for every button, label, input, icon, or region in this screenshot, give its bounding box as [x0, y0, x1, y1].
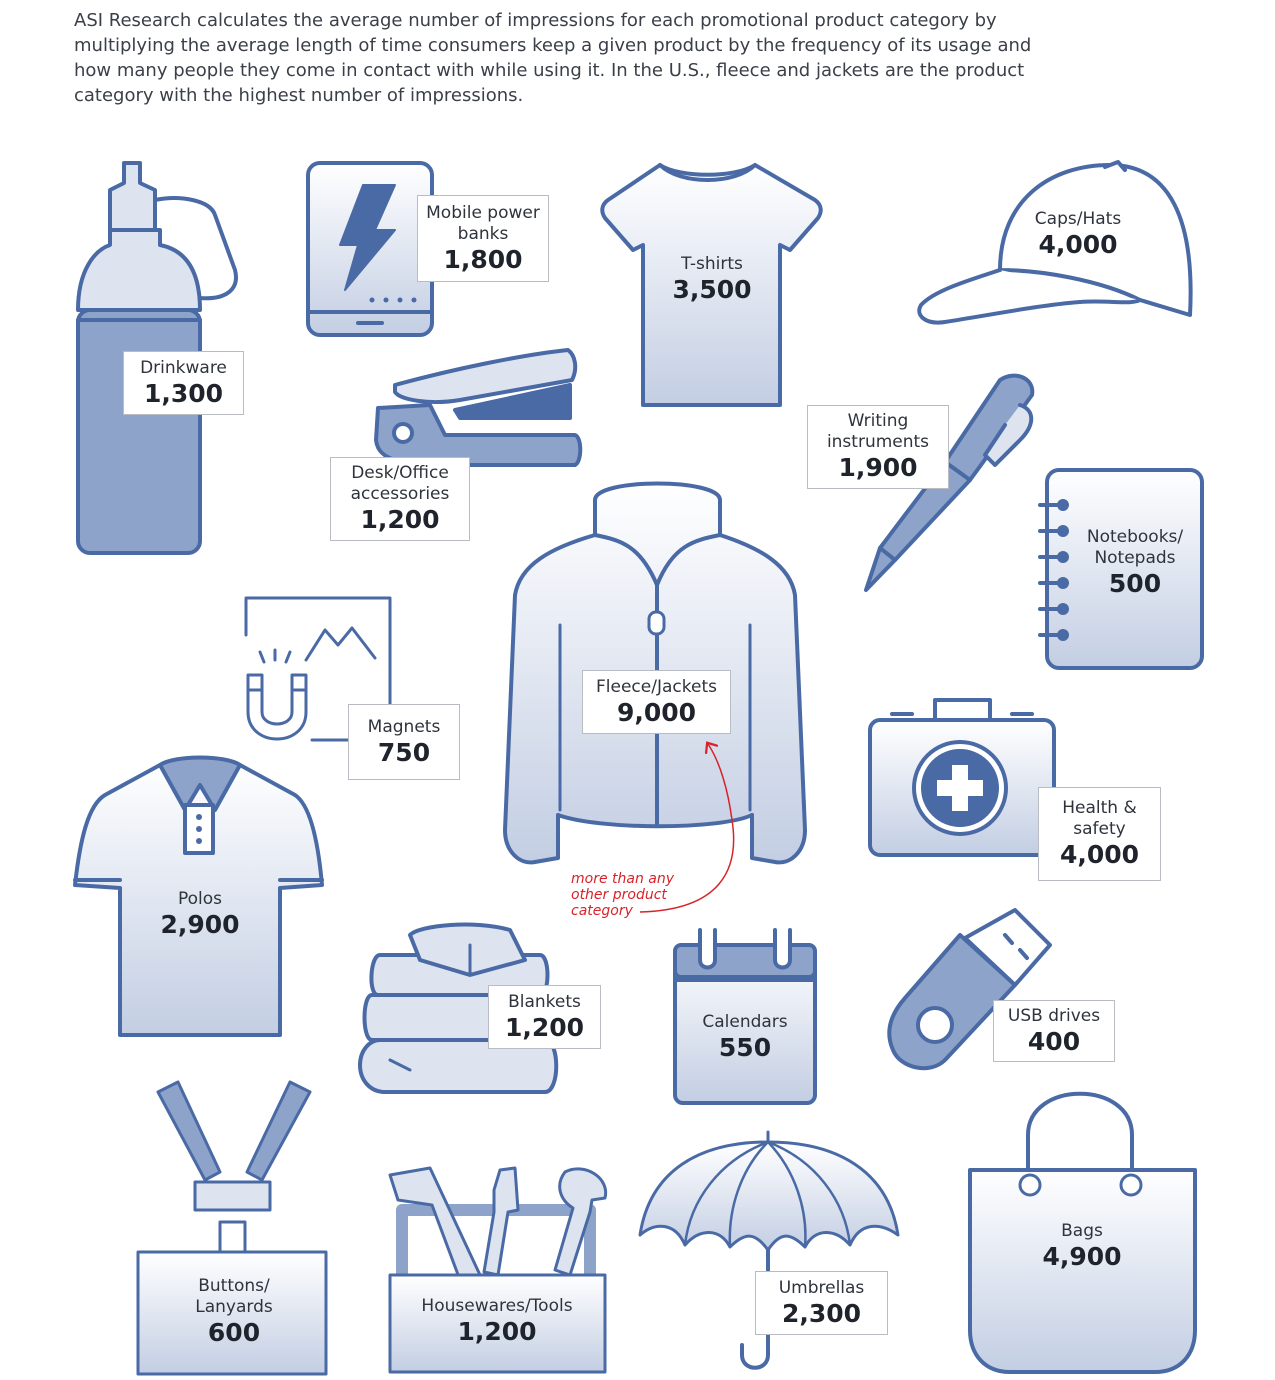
- label-health-safety: [1038, 787, 1161, 881]
- category-name: Notebooks/ Notepads: [1086, 527, 1184, 568]
- impressions-value: 400: [1027, 1026, 1081, 1056]
- impressions-value: 550: [718, 1032, 772, 1062]
- category-name: Caps/Hats: [1034, 208, 1122, 229]
- category-name: Buttons/ Lanyards: [195, 1276, 273, 1317]
- impressions-value: 1,200: [360, 505, 440, 534]
- label-power-banks: [417, 195, 549, 282]
- label-caps: [1018, 205, 1138, 263]
- label-buttons-lanyards: [164, 1272, 304, 1352]
- label-housewares-tools: [407, 1292, 587, 1350]
- impressions-value: 9,000: [616, 697, 697, 727]
- label-drinkware: [123, 351, 244, 415]
- category-name: Health & safety: [1062, 798, 1137, 839]
- intro-paragraph: ASI Research calculates the average number of impressions for each promotional product category by multiplying the average length of time consumers keep a given product by the frequency of its usage and how many people they come in contact with while using it. In the U.S., fleece and jackets are the product category with the highest number of impressions.: [74, 10, 1032, 106]
- impressions-value: 4,900: [1042, 1241, 1122, 1271]
- power-bank-icon: [308, 163, 432, 335]
- category-name: Polos: [177, 888, 223, 909]
- impressions-value: 1,800: [443, 244, 523, 274]
- impressions-value: 1,200: [504, 1012, 585, 1042]
- label-notebooks: [1070, 523, 1200, 603]
- impressions-value: 1,300: [143, 378, 224, 408]
- category-name: Mobile power banks: [426, 202, 540, 244]
- label-magnets: [348, 704, 460, 780]
- fleece-annotation: more than any other product category: [571, 871, 675, 919]
- label-desk-office: [330, 457, 470, 541]
- category-name: Desk/Office accessories: [350, 463, 450, 504]
- first-aid-kit-icon: [870, 700, 1054, 855]
- label-blankets: [488, 985, 601, 1049]
- category-name: USB drives: [1007, 1005, 1101, 1026]
- impressions-value: 500: [1108, 569, 1162, 598]
- impressions-value: 750: [377, 737, 431, 767]
- category-name: Blankets: [508, 991, 581, 1012]
- category-name: Drinkware: [140, 357, 227, 378]
- impressions-value: 600: [207, 1318, 261, 1347]
- category-name: Bags: [1061, 1220, 1103, 1241]
- impressions-value: 2,300: [781, 1298, 862, 1328]
- category-name: Calendars: [702, 1011, 788, 1032]
- category-name: Writing instruments: [826, 411, 930, 452]
- label-usb-drives: [993, 1000, 1115, 1062]
- label-calendars: [685, 1008, 805, 1066]
- category-name: Fleece/Jackets: [596, 676, 717, 697]
- category-name: Magnets: [367, 716, 441, 737]
- label-fleece-jackets: [582, 670, 731, 734]
- impressions-value: 3,500: [672, 274, 752, 304]
- stapler-icon: [376, 350, 580, 465]
- impressions-value: 4,000: [1038, 229, 1118, 259]
- impressions-value: 1,900: [838, 453, 918, 482]
- impressions-value: 4,000: [1059, 840, 1140, 869]
- impressions-value: 1,200: [457, 1316, 537, 1346]
- label-bags: [1022, 1217, 1142, 1275]
- category-name: Housewares/Tools: [421, 1295, 573, 1316]
- label-umbrellas: [755, 1271, 888, 1335]
- impressions-value: 2,900: [160, 909, 240, 939]
- label-polos: [140, 885, 260, 943]
- category-name: T-shirts: [681, 253, 743, 274]
- label-writing-instruments: [807, 405, 949, 489]
- label-tshirts: [652, 250, 772, 308]
- category-name: Umbrellas: [778, 1277, 865, 1298]
